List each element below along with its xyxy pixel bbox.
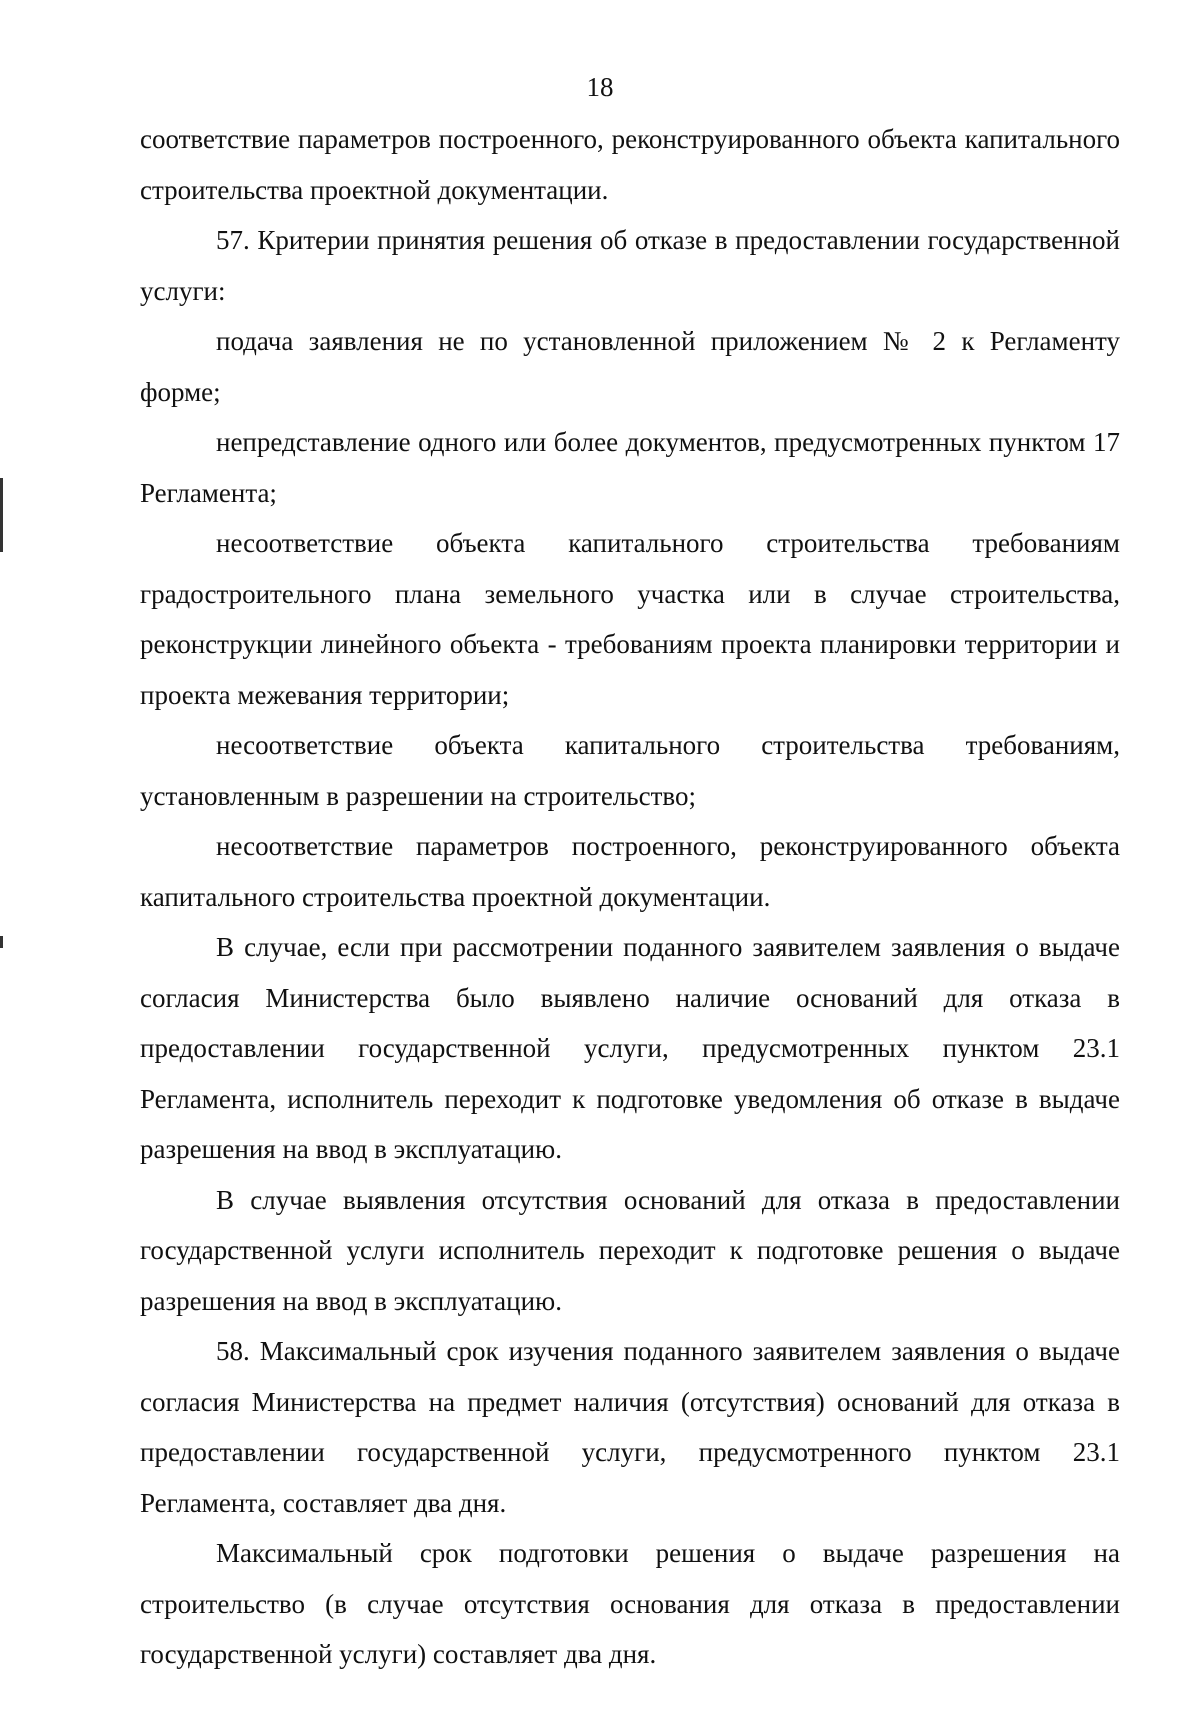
paragraph-continuation: соответствие параметров построенного, реконструированного объекта капитального строительства проектной документации. (140, 124, 1120, 205)
paragraph-criterion-documents: непредставление одного или более документов, предусмотренных пунктом 17 Регламента; (140, 427, 1120, 508)
paragraph-refusal-case: В случае, если при рассмотрении поданного заявителем заявления о выдаче согласия Министерства было выявлено наличие оснований для отказа в предоставлении государственной услуги, предусмотренных пунктом 23.1 Регламента, исполнитель переходит к подготовке уведомления об отказе в выдаче разрешения на ввод в эксплуатацию. (140, 932, 1120, 1164)
paragraph-criterion-form: подача заявления не по установленной приложением № 2 к Регламенту форме; (140, 326, 1120, 407)
paragraph-criterion-permit: несоответствие объекта капитального строительства требованиям, установленным в разрешении на строительство; (140, 730, 1120, 811)
scan-edge-mark (0, 936, 3, 948)
paragraph-item-57: 57. Критерии принятия решения об отказе в предоставлении государственной услуги: (140, 225, 1120, 306)
paragraph-item-58: 58. Максимальный срок изучения поданного заявителем заявления о выдаче согласия Министерства на предмет наличия (отсутствия) оснований для отказа в предоставлении государственной услуги, предусмотренного пунктом 23.1 Регламента, составляет два дня. (140, 1336, 1120, 1518)
paragraph-criterion-gradplan: несоответствие объекта капитального строительства требованиям градостроительного плана земельного участка или в случае строительства, реконструкции линейного объекта - требованиям проекта планировки территории и проекта межевания территории; (140, 528, 1120, 710)
paragraph-criterion-project-docs: несоответствие параметров построенного, реконструированного объекта капитального строительства проектной документации. (140, 831, 1120, 912)
paragraph-max-term: Максимальный срок подготовки решения о выдаче разрешения на строительство (в случае отсутствия основания для отказа в предоставлении государственной услуги) составляет два дня. (140, 1538, 1120, 1669)
page-number: 18 (586, 72, 614, 102)
document-body (140, 114, 1120, 1680)
scan-edge-mark (0, 478, 3, 552)
paragraph-approval-case: В случае выявления отсутствия оснований для отказа в предоставлении государственной услуги исполнитель переходит к подготовке решения о выдаче разрешения на ввод в эксплуатацию. (140, 1184, 1120, 1316)
